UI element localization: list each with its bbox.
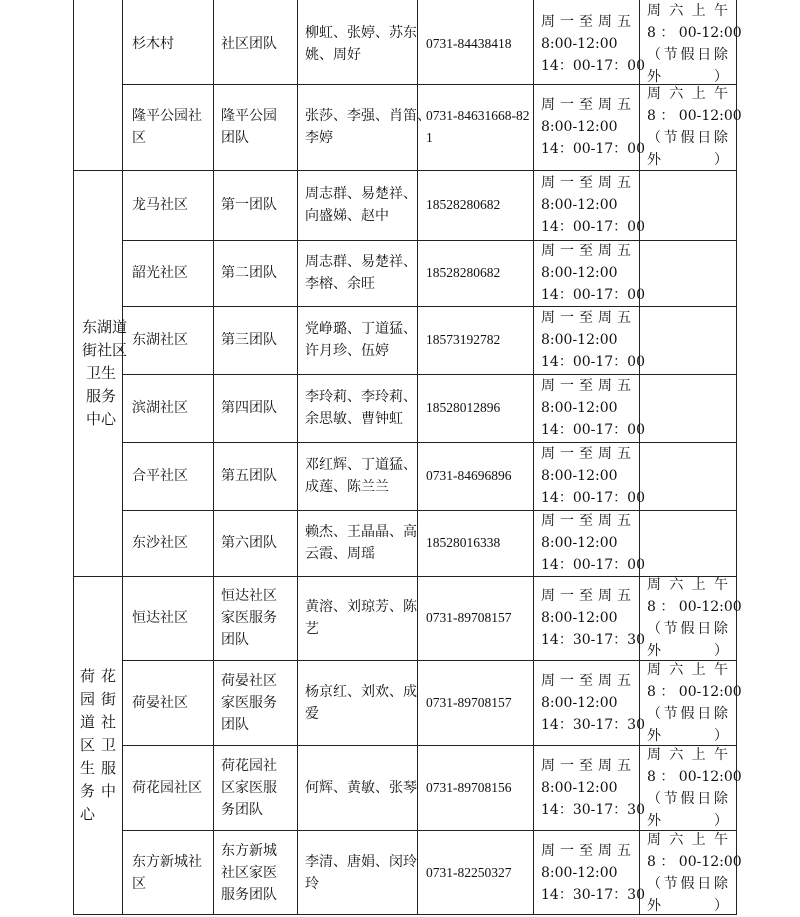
weekend-cell-line: 8 ： 00-12:00 — [647, 25, 742, 41]
weekday-cell-line: 8:00-12:00 — [541, 468, 618, 484]
community-cell-line: 区 — [132, 875, 146, 892]
weekday-cell-line: 14：00-17：00 — [541, 422, 645, 438]
weekend-cell — [647, 84, 742, 170]
team-cell-line: 荷花园社 — [221, 757, 277, 774]
health-center-line: 生服 — [80, 759, 116, 777]
team-cell-line: 家医服务 — [221, 694, 277, 711]
weekend-cell-line: 外） — [647, 727, 728, 744]
health-center-line: 道社 — [80, 713, 116, 731]
phone-cell — [426, 4, 524, 84]
weekend-cell-line: 8 ： 00-12:00 — [647, 108, 742, 124]
weekend-cell-line: 外） — [647, 152, 728, 168]
weekend-cell — [647, 3, 742, 85]
members-cell-line: 周志群、易楚祥、 — [305, 254, 417, 270]
weekday-cell-line: 14：30-17：30 — [541, 716, 645, 733]
column-border — [122, 0, 123, 915]
weekday-cell-line: 周一至周五 — [541, 757, 631, 774]
community-cell — [132, 4, 203, 84]
weekday-cell-line: 周一至周五 — [541, 310, 631, 326]
weekend-cell — [647, 442, 728, 510]
weekday-cell-line: 14：00-17：00 — [541, 58, 645, 74]
health-center-cell — [80, 576, 116, 915]
weekday-cell-line: 14：30-17：30 — [541, 632, 645, 648]
team-cell — [221, 374, 289, 442]
team-cell-line: 荷晏社区 — [221, 672, 277, 689]
members-cell — [305, 170, 417, 240]
community-cell-line: 韶光社区 — [132, 265, 188, 281]
members-cell-line: 成莲、陈兰兰 — [305, 479, 389, 495]
team-cell — [221, 4, 289, 84]
members-cell — [305, 660, 417, 745]
health-center-line: 务中 — [80, 782, 116, 800]
weekday-cell — [541, 830, 645, 915]
column-border — [213, 0, 214, 915]
team-cell-line: 团队 — [221, 130, 249, 146]
community-cell — [132, 306, 203, 374]
phone-cell-line: 18528280682 — [426, 197, 501, 212]
weekend-cell-line: 8 ： 00-12:00 — [647, 683, 742, 700]
health-center-line: 心 — [80, 805, 96, 823]
weekday-cell-line: 周一至周五 — [541, 672, 631, 689]
health-center-line: 区卫 — [80, 736, 116, 754]
weekday-cell-line: 14：30-17：30 — [541, 801, 645, 818]
weekday-cell-line: 8:00-12:00 — [541, 197, 618, 213]
team-cell-line: 务团队 — [221, 801, 263, 818]
community-cell — [132, 830, 203, 915]
phone-cell-line: 0731-89708157 — [426, 694, 512, 710]
community-cell-line: 区 — [132, 130, 146, 146]
weekend-cell — [647, 306, 728, 374]
members-cell — [305, 240, 417, 306]
phone-cell — [426, 745, 524, 830]
weekend-cell — [647, 510, 728, 576]
phone-cell-line: 0731-89708156 — [426, 779, 512, 795]
weekend-cell — [647, 240, 728, 306]
weekend-cell-line: （节假日除 — [647, 705, 728, 722]
phone-cell-line: 0731-84631668-82 — [426, 108, 530, 123]
column-border — [417, 0, 418, 915]
members-cell-line: 李榕、余旺 — [305, 276, 375, 292]
community-cell-line: 东湖社区 — [132, 332, 188, 348]
community-cell — [132, 170, 203, 240]
health-center-line: 服务 — [86, 386, 117, 405]
weekday-cell — [541, 240, 645, 306]
phone-cell-line: 18528280682 — [426, 265, 501, 280]
members-cell-line: 玲 — [305, 875, 319, 892]
weekday-cell — [541, 84, 645, 170]
weekday-cell-line: 8:00-12:00 — [541, 332, 618, 348]
weekday-cell-line: 周一至周五 — [541, 842, 631, 859]
members-cell — [305, 576, 417, 660]
column-border — [297, 0, 298, 915]
team-cell — [221, 240, 289, 306]
team-cell-line: 第三团队 — [221, 332, 277, 348]
members-cell — [305, 4, 417, 84]
weekend-cell — [647, 170, 728, 240]
weekday-cell-line: 8:00-12:00 — [541, 610, 618, 626]
team-cell-line: 第一团队 — [221, 197, 277, 213]
community-cell — [132, 84, 203, 170]
health-center-cell — [82, 170, 128, 576]
community-cell — [132, 374, 203, 442]
weekend-cell-line: 周六上午 — [647, 3, 728, 19]
phone-cell-line: 0731-89708157 — [426, 610, 512, 625]
members-cell-line: 杨京红、刘欢、成 — [305, 683, 417, 700]
weekday-cell-line: 14：00-17：00 — [541, 287, 645, 303]
weekday-cell-line: 8:00-12:00 — [541, 119, 618, 135]
team-cell-line: 社区团队 — [221, 36, 277, 52]
weekday-cell-line: 14：00-17：00 — [541, 354, 645, 370]
weekday-cell — [541, 442, 645, 510]
weekend-cell-line: （节假日除 — [647, 47, 728, 63]
phone-cell-line: 18573192782 — [426, 332, 501, 347]
weekday-cell-line: 周一至周五 — [541, 14, 631, 30]
members-cell — [305, 830, 417, 915]
weekend-cell — [647, 745, 742, 830]
weekday-cell-line: 周一至周五 — [541, 243, 631, 259]
team-cell-line: 服务团队 — [221, 886, 277, 903]
members-cell-line: 艺 — [305, 621, 319, 637]
community-cell — [132, 442, 203, 510]
community-cell-line: 隆平公园社 — [132, 108, 202, 124]
weekday-cell — [541, 170, 645, 240]
team-cell-line: 团队 — [221, 716, 249, 733]
phone-cell-line: 0731-82250327 — [426, 864, 512, 880]
weekend-cell — [647, 830, 742, 915]
weekday-cell-line: 14：00-17：00 — [541, 219, 645, 235]
weekday-cell — [541, 576, 645, 660]
weekday-cell-line: 14：00-17：00 — [541, 490, 645, 506]
phone-cell-line: 0731-84438418 — [426, 36, 512, 51]
community-cell — [132, 660, 203, 745]
team-cell — [221, 830, 289, 915]
weekday-cell-line: 8:00-12:00 — [541, 864, 618, 881]
team-cell-line: 东方新城 — [221, 842, 277, 859]
weekend-cell-line: （节假日除 — [647, 130, 728, 146]
phone-cell — [426, 374, 524, 442]
community-cell-line: 东沙社区 — [132, 535, 188, 551]
members-cell-line: 李婷 — [305, 130, 333, 146]
team-cell — [221, 170, 289, 240]
weekday-cell-line: 周一至周五 — [541, 446, 631, 462]
phone-cell — [426, 830, 524, 915]
weekend-cell-line: 周六上午 — [647, 831, 728, 848]
column-border — [73, 0, 74, 915]
team-cell — [221, 306, 289, 374]
weekend-cell-line: 8 ： 00-12:00 — [647, 768, 742, 785]
weekend-cell-line: 8 ： 00-12:00 — [647, 599, 742, 615]
phone-cell — [426, 84, 530, 170]
weekday-cell-line: 8:00-12:00 — [541, 400, 618, 416]
phone-cell — [426, 170, 524, 240]
community-cell — [132, 240, 203, 306]
members-cell-line: 向盛娣、赵中 — [305, 208, 389, 224]
community-cell-line: 荷晏社区 — [132, 694, 188, 711]
weekday-cell — [541, 306, 645, 374]
members-cell-line: 余思敏、曹钟虹 — [305, 411, 403, 427]
members-cell-line: 柳虹、张婷、苏东 — [305, 25, 417, 41]
weekend-cell-line: 外） — [647, 643, 728, 659]
community-cell — [132, 576, 203, 660]
weekday-cell — [541, 374, 645, 442]
weekday-cell-line: 8:00-12:00 — [541, 36, 618, 52]
health-center-line: 卫生 — [86, 363, 117, 382]
weekend-cell-line: 周六上午 — [647, 661, 728, 678]
weekday-cell-line: 14：30-17：30 — [541, 886, 645, 903]
column-border — [533, 0, 534, 915]
weekend-cell — [647, 576, 742, 660]
weekend-cell-line: （节假日除 — [647, 875, 728, 892]
team-cell — [221, 576, 289, 660]
members-cell — [305, 306, 417, 374]
health-center-line: 中心 — [86, 409, 117, 428]
weekend-cell-line: 外） — [647, 69, 728, 85]
weekday-cell — [541, 660, 645, 745]
weekday-cell-line: 8:00-12:00 — [541, 535, 618, 551]
members-cell — [305, 374, 417, 442]
health-center-line: 园街 — [80, 690, 116, 708]
members-cell — [305, 510, 417, 576]
members-cell-line: 李玲莉、李玲莉、 — [305, 389, 417, 405]
community-cell — [132, 510, 203, 576]
community-cell-line: 东方新城社 — [132, 853, 202, 870]
members-cell-line: 何辉、黄敏、张琴 — [305, 779, 417, 796]
phone-cell — [426, 510, 524, 576]
members-cell — [305, 84, 431, 170]
phone-cell — [426, 660, 524, 745]
weekend-cell — [647, 660, 742, 745]
members-cell-line: 李清、唐娟、闵玲 — [305, 853, 417, 870]
phone-cell — [426, 240, 524, 306]
community-cell — [132, 745, 203, 830]
members-cell-line: 周志群、易楚祥、 — [305, 186, 417, 202]
team-cell-line: 第六团队 — [221, 535, 277, 551]
weekend-cell — [647, 374, 728, 442]
weekend-cell-line: （节假日除 — [647, 621, 728, 637]
health-center-line: 街社区 — [82, 340, 128, 359]
weekend-cell-line: 8 ： 00-12:00 — [647, 853, 742, 870]
phone-cell — [426, 442, 524, 510]
weekday-cell — [541, 4, 645, 84]
team-cell-line: 第二团队 — [221, 265, 277, 281]
phone-cell-line: 0731-84696896 — [426, 468, 512, 483]
column-border — [639, 0, 640, 915]
members-cell-line: 爱 — [305, 705, 319, 722]
weekend-cell-line: 周六上午 — [647, 577, 728, 593]
health-center-line: 荷花 — [80, 667, 116, 685]
weekday-cell-line: 14：00-17：00 — [541, 141, 645, 157]
team-cell — [221, 84, 289, 170]
members-cell — [305, 745, 417, 830]
weekend-cell-line: （节假日除 — [647, 790, 728, 807]
members-cell-line: 邓红辉、丁道猛、 — [305, 457, 417, 473]
weekday-cell — [541, 510, 645, 576]
community-cell-line: 滨湖社区 — [132, 400, 188, 416]
weekday-cell-line: 周一至周五 — [541, 97, 631, 113]
team-cell-line: 团队 — [221, 632, 249, 648]
community-cell-line: 荷花园社区 — [132, 779, 202, 796]
weekday-cell-line: 8:00-12:00 — [541, 265, 618, 281]
weekend-cell-line: 外） — [647, 812, 728, 829]
members-cell-line: 张莎、李强、肖笛、 — [305, 108, 431, 124]
weekday-cell-line: 周一至周五 — [541, 378, 631, 394]
members-cell-line: 党峥璐、丁道猛、 — [305, 321, 417, 337]
community-cell-line: 杉木村 — [132, 36, 174, 52]
weekday-cell-line: 周一至周五 — [541, 513, 631, 529]
weekday-cell-line: 周一至周五 — [541, 175, 631, 191]
weekday-cell-line: 周一至周五 — [541, 588, 631, 604]
weekend-cell-line: 外） — [647, 897, 728, 914]
phone-cell-line: 18528012896 — [426, 400, 501, 415]
community-cell-line: 合平社区 — [132, 468, 188, 484]
team-cell — [221, 660, 289, 745]
team-cell — [221, 510, 289, 576]
community-cell-line: 恒达社区 — [132, 610, 188, 626]
weekday-cell-line: 14：00-17：00 — [541, 557, 645, 573]
team-cell-line: 第四团队 — [221, 400, 277, 416]
health-center-line: 东湖道 — [82, 317, 128, 336]
community-cell-line: 龙马社区 — [132, 197, 188, 213]
members-cell — [305, 442, 417, 510]
weekday-cell-line: 8:00-12:00 — [541, 694, 618, 711]
team-cell-line: 家医服务 — [221, 610, 277, 626]
members-cell-line: 许月珍、伍婷 — [305, 343, 389, 359]
team-cell — [221, 442, 289, 510]
team-cell — [221, 745, 289, 830]
weekend-cell-line: 周六上午 — [647, 746, 728, 763]
team-cell-line: 区家医服 — [221, 779, 277, 796]
members-cell-line: 云霞、周瑶 — [305, 546, 375, 562]
weekend-cell-line: 周六上午 — [647, 86, 728, 102]
team-cell-line: 第五团队 — [221, 468, 277, 484]
team-cell-line: 隆平公园 — [221, 108, 277, 124]
weekday-cell-line: 8:00-12:00 — [541, 779, 618, 796]
phone-cell-line: 18528016338 — [426, 535, 501, 550]
phone-cell-line: 1 — [426, 130, 433, 145]
members-cell-line: 黄溶、刘琼芳、陈 — [305, 599, 417, 615]
members-cell-line: 姚、周好 — [305, 47, 361, 63]
members-cell-line: 赖杰、王晶晶、高 — [305, 524, 417, 540]
phone-cell — [426, 576, 524, 660]
team-cell-line: 恒达社区 — [221, 588, 277, 604]
weekday-cell — [541, 745, 645, 830]
team-cell-line: 社区家医 — [221, 864, 277, 881]
phone-cell — [426, 306, 524, 374]
